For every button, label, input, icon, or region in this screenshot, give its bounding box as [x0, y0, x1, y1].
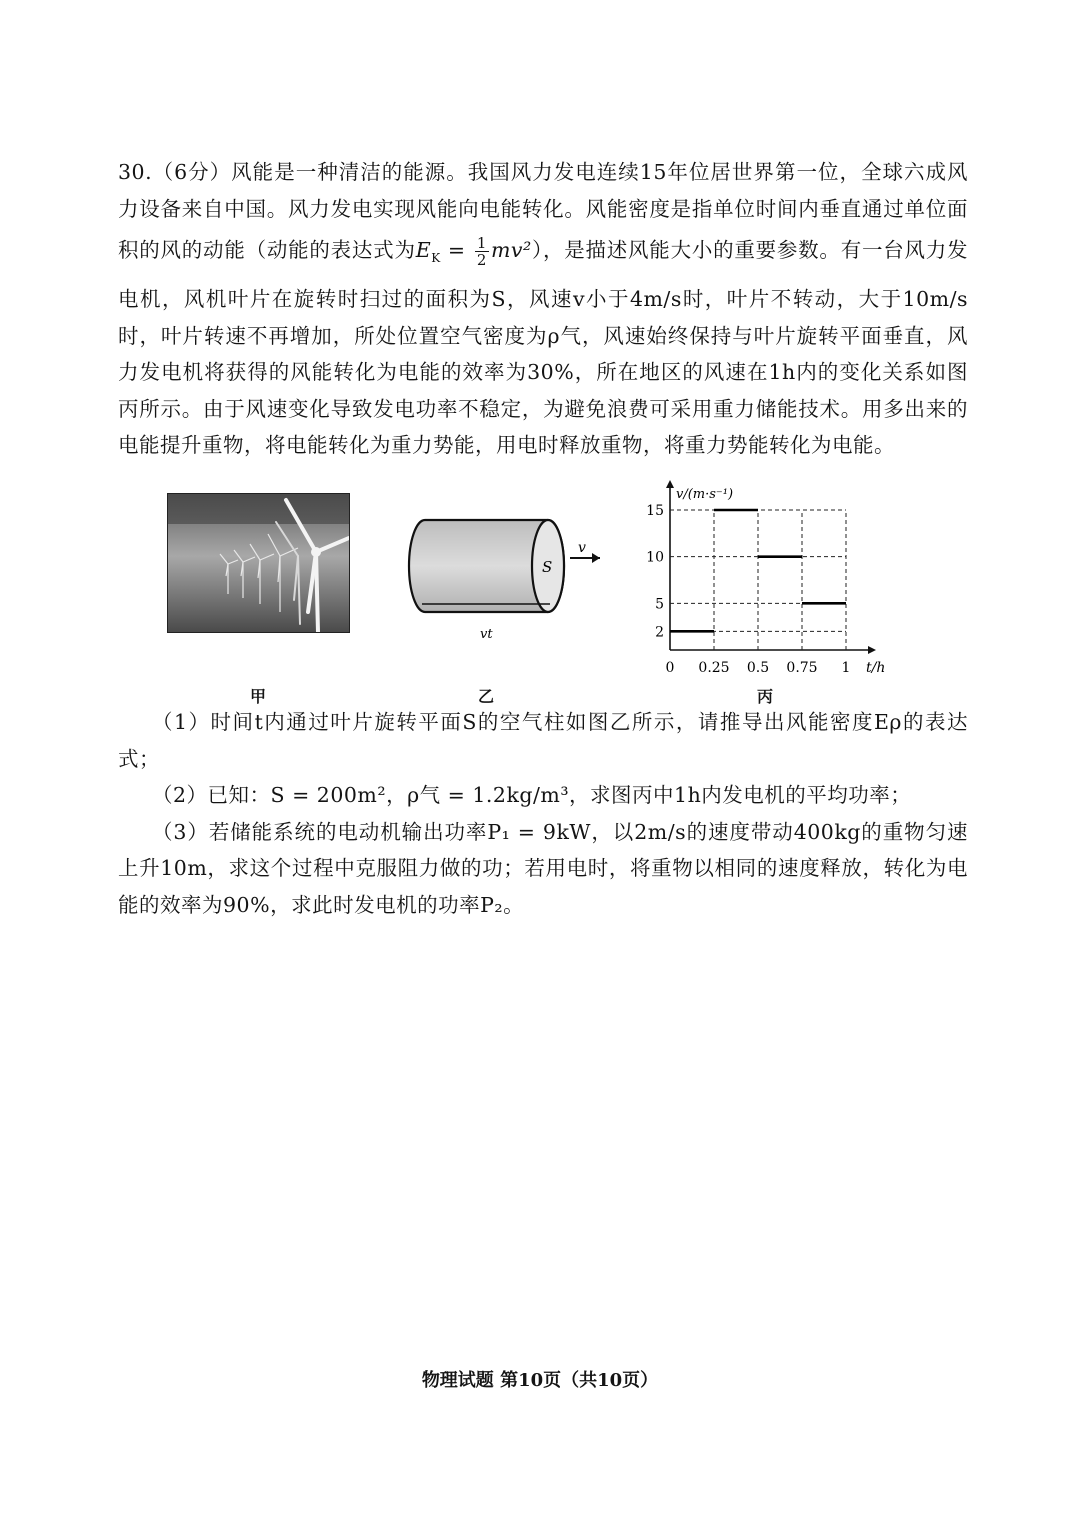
mv-squared: mv²	[490, 238, 532, 262]
x-axis-label: t/h	[866, 660, 886, 676]
question-2: （2）已知：S = 200m²，ρ气 = 1.2kg/m³，求图丙中1h内发电机的平均功率；	[152, 783, 912, 807]
x-axis-arrow	[868, 646, 876, 654]
question-3: （3）若储能系统的电动机输出功率P₁ = 9kW，以2m/s的速度带动400kg的重物匀速上升10m，求这个过程中克服阻力做的功；若用电时，将重物以相同的速度释放，转化为电能的效率为90%，求此时发电机的功率P₂。	[118, 819, 968, 917]
wind-speed-chart	[640, 480, 900, 690]
question-list	[118, 704, 968, 923]
x-tick-label: 0.5	[746, 660, 770, 676]
wind-turbine-illustration	[168, 494, 349, 632]
wind-speed-chart-svg	[640, 480, 900, 690]
y-tick-label: 5	[655, 596, 664, 613]
page-footer: 物理试题 第10页（共10页）	[421, 1370, 659, 1391]
kinetic-energy-subscript: K	[431, 251, 441, 266]
y-tick-label: 2	[655, 624, 664, 641]
caption-yi: 乙	[478, 687, 495, 706]
y-tick-label: 10	[646, 549, 664, 566]
wind-turbine-photo	[167, 493, 350, 633]
y-axis-label: v/(m·s⁻¹)	[676, 487, 734, 502]
intro-text-part1: 30.（6分）风能是一种清洁的能源。我国风力发电连续15年位居世界第一位，全球六成风力设备来自中国。风力发电实现风能向电能转化。风能密度是指单位时间内垂直通过单位面积的风的动能（动能的表达式为	[118, 160, 968, 262]
fraction-numerator: 1	[476, 234, 487, 252]
x-tick-label: 0.75	[786, 660, 818, 676]
fraction-denominator: 2	[476, 251, 487, 269]
half-fraction	[475, 235, 489, 268]
kinetic-energy-symbol: E	[415, 238, 432, 262]
length-label-vt: vt	[480, 627, 493, 642]
area-label-s: S	[542, 558, 553, 576]
equals-sign: =	[440, 238, 473, 262]
x-tick-label: 1	[841, 660, 851, 676]
question-1: （1）时间t内通过叶片旋转平面S的空气柱如图乙所示，请推导出风能密度Eρ的表达式；	[118, 710, 968, 771]
caption-bing: 丙	[757, 687, 774, 706]
velocity-label-v: v	[578, 540, 586, 556]
velocity-arrowhead	[592, 553, 600, 563]
y-axis-arrow	[666, 480, 674, 488]
cylinder-diagram	[400, 508, 610, 648]
x-tick-label: 0.25	[698, 660, 730, 676]
intro-text-part2: ），是描述风能大小的重要参数。有一台风力发电机，风机叶片在旋转时扫过的面积为S，风速v小于4m/s时，叶片不转动，大于10m/s时，叶片转速不再增加，所处位置空气密度为ρ气，风速始终保持与叶片旋转平面垂直，风力发电机将获得的风能转化为电能的效率为30%，所在地区的风速在1h内的变化关系如图丙所示。由于风速变化导致发电功率不稳定，为避免浪费可采用重力储能技术。用多出来的电能提升重物，将电能转化为重力势能，用电时释放重物，将重力势能转化为电能。	[118, 238, 969, 458]
x-tick-label: 0	[665, 660, 675, 676]
problem-intro	[118, 154, 968, 464]
y-tick-label: 15	[646, 503, 664, 519]
air-column-cylinder-figure	[400, 508, 610, 648]
caption-jia: 甲	[250, 687, 267, 706]
